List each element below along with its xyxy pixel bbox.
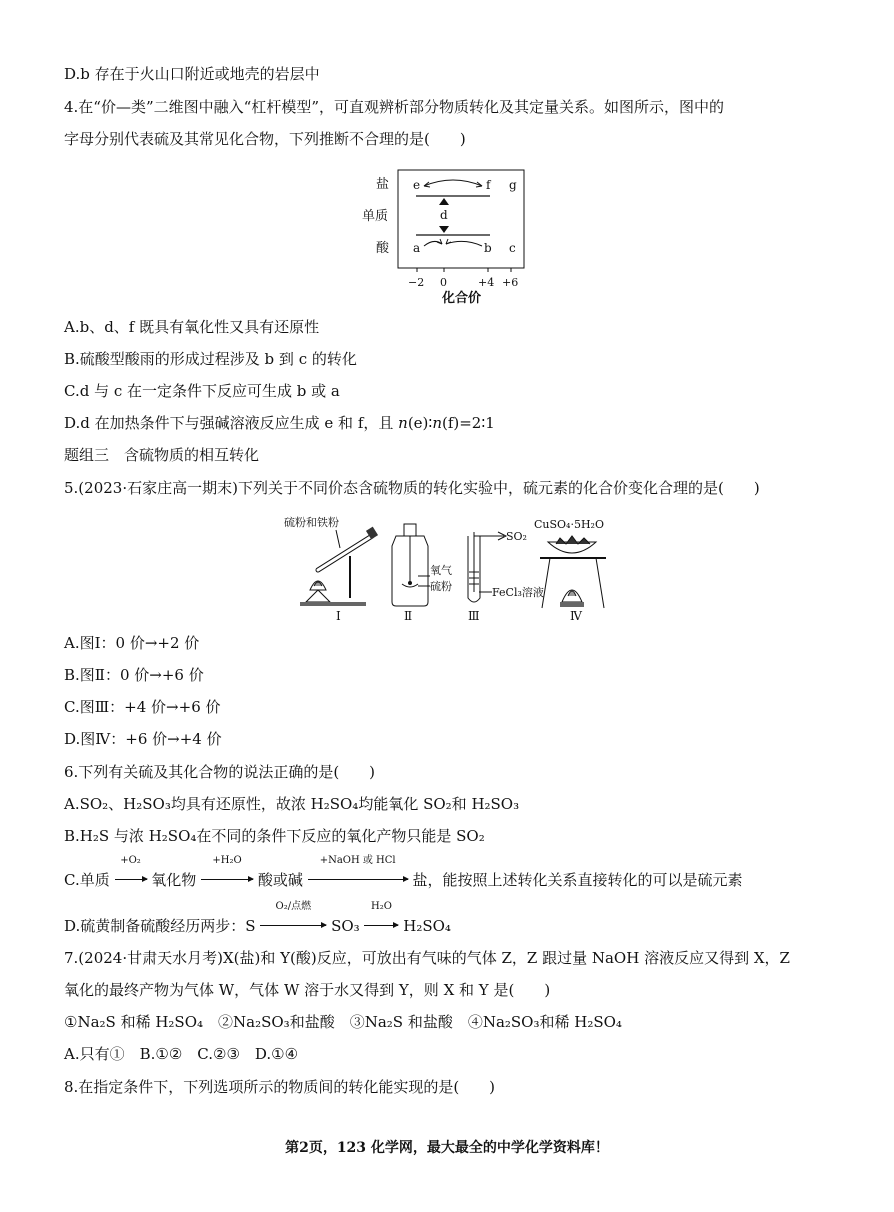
apparatus-1 <box>284 515 378 623</box>
label-sulfur-iron: 硫粉和铁粉 <box>284 516 339 529</box>
q8-stem: 8.在指定条件下，下列选项所示的物质间的转化能实现的是( ) <box>64 1078 496 1096</box>
apparatus-2 <box>392 524 452 623</box>
q6-option-d: D.硫黄制备硫酸经历两步：S O₂/点燃 SO₃ H₂O H₂SO₄ <box>64 901 451 935</box>
letter-b: b <box>484 241 492 255</box>
q4-stem-line1: 4.在“价—类”二维图中融入“杠杆模型”，可直观辨析部分物质转化及其定量关系。如图所示，图中的 <box>64 98 724 116</box>
row-label-acid: 酸 <box>376 241 390 256</box>
q4-option-c: C.d 与 c 在一定条件下反应可生成 b 或 a <box>64 382 340 400</box>
q5-stem: 5.(2023·石家庄高一期末)下列关于不同价态含硫物质的转化实验中，硫元素的化合价变化合理的是( ) <box>64 479 760 497</box>
arrow-plus-h2o: +H₂O <box>201 870 253 890</box>
label-so2: SO₂ <box>506 530 527 543</box>
x-axis-label: 化合价 <box>442 291 482 306</box>
label-oxygen: 氧气 <box>430 564 452 577</box>
tick-neg2: −2 <box>408 276 425 289</box>
numeral-3: Ⅲ <box>468 609 480 623</box>
label-cuso4: CuSO₄·5H₂O <box>534 518 604 531</box>
q4-option-a: A.b、d、f 既具有氧化性又具有还原性 <box>64 318 320 336</box>
q7-stem-line1: 7.(2024·甘肃天水月考)X(盐)和 Y(酸)反应，可放出有气味的气体 Z，Z 跟过量 NaOH 溶液反应又得到 X，Z <box>64 949 790 967</box>
tick-0: 0 <box>440 276 447 289</box>
arrow-plus-naoh-hcl: +NaOH 或 HCl <box>308 870 408 890</box>
q6-option-a: A.SO₂、H₂SO₃均具有还原性，故浓 H₂SO₄均能氧化 SO₂和 H₂SO₃ <box>64 795 520 813</box>
numeral-4: Ⅳ <box>570 609 582 623</box>
letter-c: c <box>509 241 516 255</box>
q4-option-b: B.硫酸型酸雨的形成过程涉及 b 到 c 的转化 <box>64 350 357 368</box>
q7-stem-line2: 氧化的最终产物为气体 W，气体 W 溶于水又得到 Y，则 X 和 Y 是( ) <box>64 981 551 999</box>
q6-stem: 6.下列有关硫及其化合物的说法正确的是( ) <box>64 763 376 781</box>
valence-class-diagram <box>362 168 538 308</box>
q5-option-a: A.图Ⅰ：0 价→+2 价 <box>64 634 200 652</box>
q4-stem-line2: 字母分别代表硫及其常见化合物，下列推断不合理的是( ) <box>64 130 466 148</box>
q6-option-b: B.H₂S 与浓 H₂SO₄在不同的条件下反应的氧化产物只能是 SO₂ <box>64 827 485 845</box>
letter-f: f <box>486 178 491 192</box>
group-heading: 题组三 含硫物质的相互转化 <box>64 446 260 464</box>
letter-e: e <box>413 178 421 192</box>
apparatus-4 <box>534 518 606 623</box>
q4-option-d: D.d 在加热条件下与强碱溶液反应生成 e 和 f，且 n(e)∶n(f)=2∶1 <box>64 414 495 432</box>
q5-option-b: B.图Ⅱ：0 价→+6 价 <box>64 666 204 684</box>
arrow-h2o: H₂O <box>364 916 398 936</box>
q7-options: A.只有① B.①② C.②③ D.①④ <box>64 1045 299 1063</box>
letter-a: a <box>413 241 421 255</box>
q7-choices: ①Na₂S 和稀 H₂SO₄ ②Na₂SO₃和盐酸 ③Na₂S 和盐酸 ④Na₂SO₃和稀 H₂SO₄ <box>64 1013 622 1031</box>
tick-plus4: +4 <box>478 276 495 289</box>
q6-option-c: C.单质 +O₂ 氧化物 +H₂O 酸或碱 +NaOH 或 HCl 盐，能按照上述转化关系直接转化的可以是硫元素 <box>64 855 743 889</box>
letter-g: g <box>509 178 517 192</box>
q3-option-d: D.b 存在于火山口附近或地壳的岩层中 <box>64 65 320 83</box>
q5-option-c: C.图Ⅲ：+4 价→+6 价 <box>64 698 221 716</box>
tick-plus6: +6 <box>502 276 519 289</box>
numeral-2: Ⅱ <box>404 609 413 623</box>
q5-option-d: D.图Ⅳ：+6 价→+4 价 <box>64 730 222 748</box>
row-label-salt: 盐 <box>376 177 390 192</box>
numeral-1: Ⅰ <box>336 609 341 623</box>
label-fecl3: FeCl₃溶液 <box>492 586 544 599</box>
apparatus-3 <box>468 530 544 623</box>
experiment-apparatus-figure <box>280 512 620 624</box>
label-sulfur: 硫粉 <box>430 580 452 593</box>
row-label-element: 单质 <box>362 209 389 224</box>
page-footer: 第2页，123 化学网，最大最全的中学化学资料库！ <box>285 1140 609 1156</box>
arrow-plus-o2: +O₂ <box>115 870 147 890</box>
letter-d: d <box>440 208 448 222</box>
arrow-o2-ignite: O₂/点燃 <box>260 916 326 936</box>
